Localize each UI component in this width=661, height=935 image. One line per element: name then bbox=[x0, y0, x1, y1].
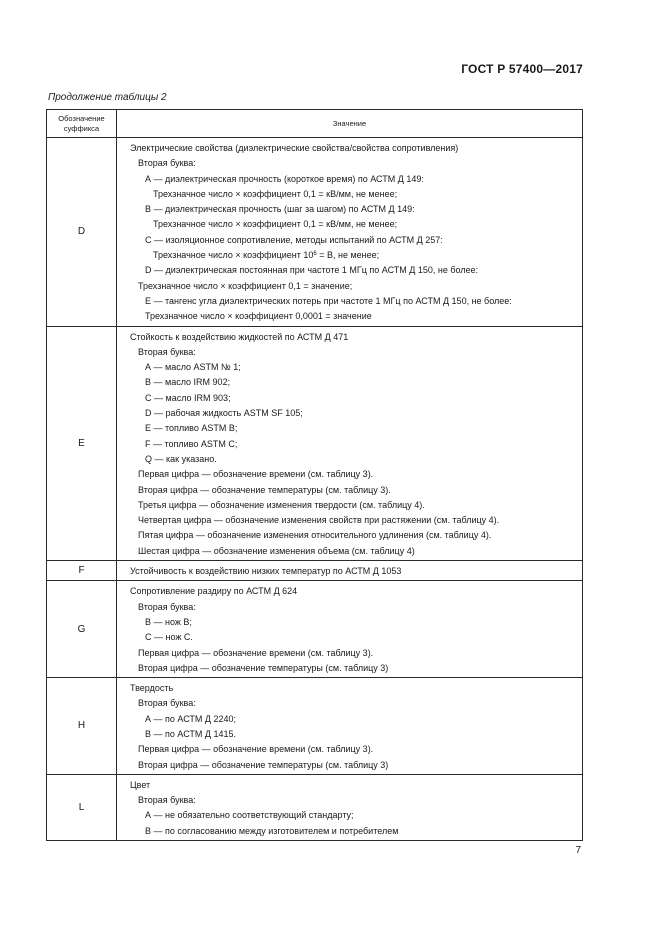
option-line: А — по АСТМ Д 2240; bbox=[145, 713, 237, 724]
table-continuation-caption: Продолжение таблицы 2 bbox=[48, 92, 167, 103]
suffix-value bbox=[117, 678, 583, 775]
option-line: В — масло IRM 902; bbox=[145, 377, 231, 388]
option-detail: Трехзначное число × коэффициент 0,1 = значение; bbox=[138, 280, 353, 291]
option-line: В — по АСТМ Д 1415. bbox=[145, 728, 237, 739]
option-detail: Трехзначное число × коэффициент 0,1 = кВ/мм, не менее; bbox=[153, 219, 398, 230]
row-title: Устойчивость к воздействию низких температур по АСТМ Д 1053 bbox=[130, 566, 402, 577]
table-row bbox=[47, 326, 583, 560]
suffix-column-header bbox=[47, 110, 117, 138]
second-letter-label: Вторая буква: bbox=[138, 158, 196, 169]
suffix-header-line1: Обозначение bbox=[58, 114, 105, 124]
table-row bbox=[47, 678, 583, 775]
row-title: Сопротивление раздиру по АСТМ Д 624 bbox=[130, 586, 298, 597]
digit-line: Вторая цифра — обозначение температуры (см. таблицу 3) bbox=[138, 662, 389, 673]
digit-line: Первая цифра — обозначение времени (см. таблицу 3). bbox=[138, 469, 374, 480]
suffix-value bbox=[117, 326, 583, 560]
option-line: Е — топливо ASTM В; bbox=[145, 423, 238, 434]
suffix-code: E bbox=[47, 326, 117, 560]
suffix-value bbox=[117, 561, 583, 581]
second-letter-label: Вторая буква: bbox=[138, 346, 196, 357]
digit-line: Первая цифра — обозначение времени (см. таблицу 3). bbox=[138, 744, 374, 755]
digit-line: Первая цифра — обозначение времени (см. таблицу 3). bbox=[138, 647, 374, 658]
option-line: В — диэлектрическая прочность (шаг за шагом) по АСТМ Д 149: bbox=[145, 204, 415, 215]
row-title: Твердость bbox=[130, 683, 174, 694]
second-letter-label: Вторая буква: bbox=[138, 601, 196, 612]
detail-text: = В, не менее; bbox=[316, 250, 380, 261]
option-line: Q — как указано. bbox=[145, 453, 217, 464]
digit-line: Четвертая цифра — обозначение изменения свойств при растяжении (см. таблицу 4). bbox=[138, 515, 500, 526]
row-title: Стойкость к воздействию жидкостей по АСТМ Д 471 bbox=[130, 331, 349, 342]
option-line: А — масло ASTM № 1; bbox=[145, 362, 241, 373]
option-detail bbox=[130, 248, 582, 263]
suffix-header-line2: суффикса bbox=[63, 123, 100, 133]
table-row bbox=[47, 138, 583, 327]
digit-line: Вторая цифра — обозначение температуры (см. таблицу 3) bbox=[138, 759, 389, 770]
table-row bbox=[47, 774, 583, 840]
suffix-code: F bbox=[47, 561, 117, 581]
suffix-code: G bbox=[47, 581, 117, 678]
option-line: А — диэлектрическая прочность (короткое время) по АСТМ Д 149: bbox=[145, 173, 424, 184]
option-line: С — нож С. bbox=[145, 632, 193, 643]
digit-line: Пятая цифра — обозначение изменения относительного удлинения (см. таблицу 4). bbox=[138, 530, 492, 541]
second-letter-label: Вторая буква: bbox=[138, 795, 196, 806]
table-header-row bbox=[47, 110, 583, 138]
option-line: С — масло IRM 903; bbox=[145, 392, 231, 403]
row-title: Цвет bbox=[130, 779, 151, 790]
detail-text: Трехзначное число × коэффициент 10 bbox=[153, 250, 314, 261]
suffix-code: L bbox=[47, 774, 117, 840]
suffix-value bbox=[117, 138, 583, 327]
suffix-value bbox=[117, 581, 583, 678]
digit-line: Третья цифра — обозначение изменения твердости (см. таблицу 4). bbox=[138, 499, 425, 510]
option-line: D — диэлектрическая постоянная при частоте 1 МГц по АСТМ Д 150, не более: bbox=[145, 265, 479, 276]
option-line: В — по согласованию между изготовителем и потребителем bbox=[145, 825, 399, 836]
table-row bbox=[47, 561, 583, 581]
option-line: D — рабочая жидкость ASTM SF 105; bbox=[145, 408, 303, 419]
row-title: Электрические свойства (диэлектрические свойства/свойства сопротивления) bbox=[130, 143, 459, 153]
digit-line: Вторая цифра — обозначение температуры (см. таблицу 3). bbox=[138, 484, 391, 495]
option-line: С — изоляционное сопротивление, методы испытаний по АСТМ Д 257: bbox=[145, 234, 443, 245]
option-detail: Трехзначное число × коэффициент 0,0001 = значение bbox=[145, 311, 372, 322]
second-letter-label: Вторая буква: bbox=[138, 698, 196, 709]
table-row bbox=[47, 581, 583, 678]
option-line: А — не обязательно соответствующий стандарту; bbox=[145, 810, 354, 821]
option-line: Е — тангенс угла диэлектрических потерь при частоте 1 МГц по АСТМ Д 150, не более: bbox=[145, 295, 512, 306]
exponent: 6 bbox=[313, 251, 317, 258]
option-line: F — топливо ASTM С; bbox=[145, 438, 238, 449]
standard-designation: ГОСТ Р 57400—2017 bbox=[461, 62, 583, 76]
option-detail: Трехзначное число × коэффициент 0,1 = кВ/мм, не менее; bbox=[153, 188, 398, 199]
value-column-header: Значение bbox=[117, 110, 583, 138]
page-number: 7 bbox=[575, 845, 581, 856]
option-line: В — нож В; bbox=[145, 616, 192, 627]
suffix-code: H bbox=[47, 678, 117, 775]
suffix-code: D bbox=[47, 138, 117, 327]
digit-line: Шестая цифра — обозначение изменения объема (см. таблицу 4) bbox=[138, 545, 415, 556]
suffix-value bbox=[117, 774, 583, 840]
suffix-table bbox=[46, 109, 583, 841]
